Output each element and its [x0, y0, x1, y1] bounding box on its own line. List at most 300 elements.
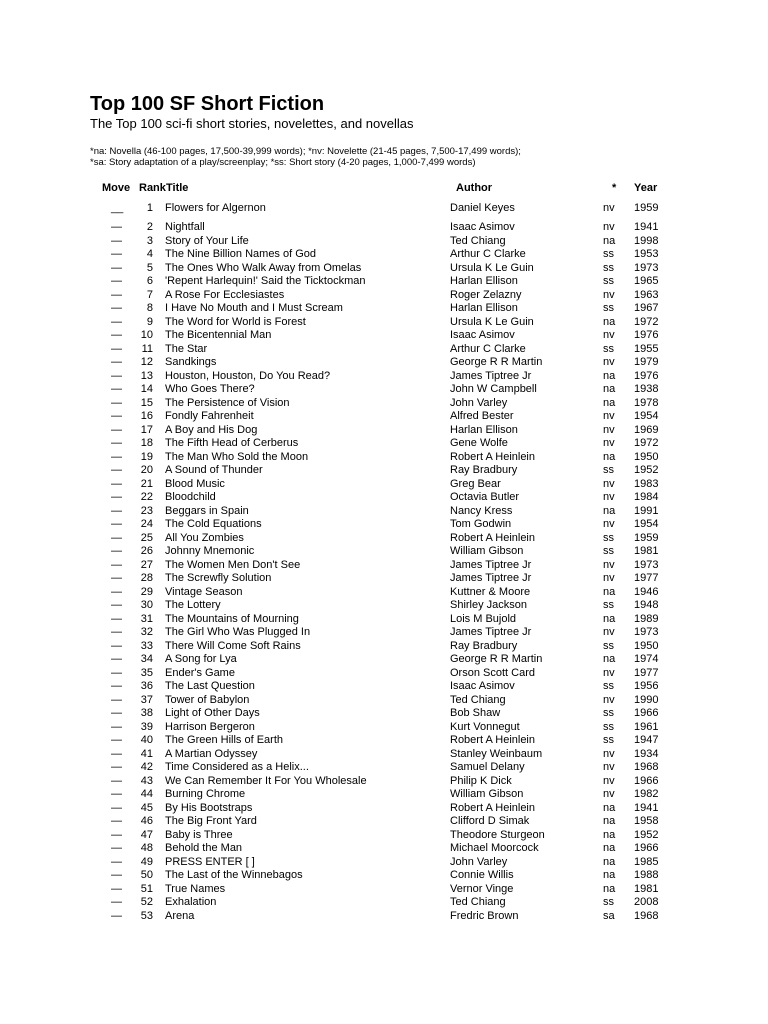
rank-cell: 32	[140, 626, 153, 638]
title-cell: Light of Other Days	[165, 707, 260, 719]
author-cell: Alfred Bester	[450, 410, 514, 422]
year-cell: 1973	[634, 558, 659, 571]
author-cell: Bob Shaw	[450, 707, 501, 719]
year-cell: 1952	[634, 464, 659, 476]
move-cell: —	[111, 450, 122, 463]
move-cell: —	[111, 680, 122, 692]
table-row	[0, 221, 768, 235]
author-cell: John Varley	[450, 855, 508, 868]
author-cell: Harlan Ellison	[450, 275, 518, 287]
rank-cell: 44	[140, 788, 153, 800]
year-cell: 1959	[634, 531, 659, 544]
author-cell: Daniel Keyes	[450, 202, 515, 214]
move-cell: —	[111, 261, 122, 274]
title-cell: By His Bootstraps	[165, 801, 253, 814]
type-cell: na	[603, 855, 616, 868]
author-cell: Isaac Asimov	[450, 680, 515, 692]
author-cell: Ray Bradbury	[450, 464, 518, 476]
table-row	[0, 883, 768, 897]
year-cell: 1968	[634, 761, 659, 773]
author-cell: Harlan Ellison	[450, 423, 518, 436]
author-cell: Vernor Vinge	[450, 882, 514, 895]
table-row	[0, 748, 768, 762]
title-cell: The Nine Billion Names of God	[165, 248, 317, 260]
type-cell: nv	[603, 747, 615, 760]
year-cell: 1983	[634, 477, 659, 490]
author-cell: William Gibson	[450, 788, 524, 800]
type-cell: ss	[603, 464, 614, 476]
rank-cell: 48	[140, 842, 153, 854]
title-cell: Behold the Man	[165, 842, 243, 854]
author-cell: Arthur C Clarke	[450, 342, 526, 355]
move-cell: —	[111, 329, 122, 341]
year-cell: 1968	[634, 909, 659, 922]
title-cell: Vintage Season	[165, 585, 243, 598]
rank-cell: 30	[140, 599, 153, 611]
rank-cell: 16	[140, 410, 153, 422]
year-cell: 1947	[634, 734, 659, 746]
table-row	[0, 370, 768, 384]
move-cell: —	[111, 747, 122, 760]
move-cell: —	[111, 302, 122, 314]
type-cell: na	[603, 450, 616, 463]
author-cell: Robert A Heinlein	[450, 734, 535, 746]
title-cell: A Song for Lya	[165, 653, 237, 665]
year-cell: 1966	[634, 842, 659, 854]
year-cell: 1941	[634, 221, 659, 233]
title-cell: The Star	[165, 342, 208, 355]
year-cell: 1973	[634, 626, 659, 638]
author-cell: Robert A Heinlein	[450, 801, 535, 814]
table-row	[0, 424, 768, 438]
type-cell: na	[603, 882, 616, 895]
year-cell: 1978	[634, 396, 659, 409]
type-cell: ss	[603, 896, 614, 908]
title-cell: A Rose For Ecclesiastes	[165, 288, 285, 301]
table-row	[0, 707, 768, 721]
year-cell: 1977	[634, 666, 659, 679]
rank-cell: 9	[146, 315, 153, 328]
move-cell: —	[111, 612, 122, 625]
table-row	[0, 721, 768, 735]
title-cell: Arena	[165, 909, 195, 922]
table-row	[0, 896, 768, 910]
title-cell: The Screwfly Solution	[165, 572, 272, 584]
table-row	[0, 856, 768, 870]
author-cell: Greg Bear	[450, 477, 501, 490]
year-cell: 1934	[634, 747, 659, 760]
rank-cell: 18	[140, 437, 153, 449]
author-cell: Tom Godwin	[450, 518, 512, 530]
year-cell: 1973	[634, 261, 659, 274]
table-row	[0, 410, 768, 424]
author-cell: Isaac Asimov	[450, 221, 515, 233]
table-row	[0, 613, 768, 627]
move-cell: —	[111, 693, 122, 706]
rank-cell: 42	[140, 761, 153, 773]
table-row	[0, 559, 768, 573]
type-cell: na	[603, 842, 616, 854]
author-cell: Harlan Ellison	[450, 302, 518, 314]
author-cell: James Tiptree Jr	[450, 369, 532, 382]
type-cell: na	[603, 585, 616, 598]
title-cell: There Will Come Soft Rains	[165, 639, 301, 652]
rank-cell: 20	[140, 464, 153, 476]
rank-cell: 34	[140, 653, 153, 665]
table-row	[0, 383, 768, 397]
year-cell: 1972	[634, 315, 659, 328]
year-cell: 2008	[634, 896, 659, 908]
rank-cell: 4	[146, 248, 153, 260]
page-subtitle: The Top 100 sci-fi short stories, novelettes, and novellas	[90, 116, 414, 131]
table-row	[0, 910, 768, 924]
year-cell: 1963	[634, 288, 659, 301]
type-cell: nv	[603, 202, 615, 214]
author-cell: Kuttner & Moore	[450, 585, 531, 598]
type-cell: nv	[603, 288, 615, 301]
move-cell: —	[111, 626, 122, 638]
column-header-author: Author	[456, 182, 493, 194]
rank-cell: 31	[140, 612, 153, 625]
year-cell: 1956	[634, 680, 659, 692]
author-cell: Ted Chiang	[450, 896, 506, 908]
table-row	[0, 788, 768, 802]
title-cell: Burning Chrome	[165, 788, 246, 800]
year-cell: 1969	[634, 423, 659, 436]
table-row	[0, 356, 768, 370]
rank-cell: 15	[140, 396, 153, 409]
year-cell: 1985	[634, 855, 659, 868]
table-row	[0, 518, 768, 532]
author-cell: Ursula K Le Guin	[450, 315, 534, 328]
table-row	[0, 653, 768, 667]
author-cell: Lois M Bujold	[450, 612, 517, 625]
title-cell: Exhalation	[165, 896, 217, 908]
author-cell: John W Campbell	[450, 383, 537, 395]
author-cell: James Tiptree Jr	[450, 626, 532, 638]
title-cell: The Ones Who Walk Away from Omelas	[165, 261, 362, 274]
type-cell: sa	[603, 909, 615, 922]
table-row	[0, 626, 768, 640]
move-cell: —	[111, 234, 122, 247]
move-cell: —	[111, 275, 122, 287]
rank-cell: 21	[140, 477, 153, 490]
year-cell: 1982	[634, 788, 659, 800]
table-row	[0, 842, 768, 856]
rank-cell: 14	[140, 383, 153, 395]
type-cell: nv	[603, 693, 615, 706]
move-cell: —	[111, 639, 122, 652]
table-row	[0, 289, 768, 303]
legend-note-1: *na: Novella (46-100 pages, 17,500-39,999 words); *nv: Novelette (21-45 pages, 7,500-17,499 words);	[90, 146, 521, 157]
rank-cell: 47	[140, 828, 153, 841]
move-cell: —	[111, 842, 122, 854]
author-cell: Stanley Weinbaum	[450, 747, 543, 760]
title-cell: A Sound of Thunder	[165, 464, 263, 476]
move-cell: —	[111, 437, 122, 449]
title-cell: The Last of the Winnebagos	[165, 869, 303, 881]
title-cell: The Man Who Sold the Moon	[165, 450, 309, 463]
title-cell: A Boy and His Dog	[165, 423, 258, 436]
move-cell: —	[111, 869, 122, 881]
rank-cell: 46	[140, 815, 153, 827]
title-cell: Who Goes There?	[165, 383, 255, 395]
title-cell: Flowers for Algernon	[165, 202, 266, 214]
author-cell: Fredric Brown	[450, 909, 519, 922]
fiction-table-body	[0, 202, 768, 923]
move-cell: —	[111, 383, 122, 395]
column-header-rank: Rank	[139, 182, 166, 194]
rank-cell: 8	[146, 302, 153, 314]
move-cell: —	[111, 288, 122, 301]
author-cell: James Tiptree Jr	[450, 572, 532, 584]
column-header-move: Move	[102, 182, 131, 194]
type-cell: na	[603, 612, 616, 625]
author-cell: Kurt Vonnegut	[450, 720, 520, 733]
move-cell: —	[111, 491, 122, 503]
rank-cell: 28	[140, 572, 153, 584]
type-cell: nv	[603, 788, 615, 800]
author-cell: Michael Moorcock	[450, 842, 539, 854]
move-cell: —	[111, 801, 122, 814]
rank-cell: 13	[140, 369, 153, 382]
type-cell: na	[603, 504, 616, 517]
type-cell: ss	[603, 261, 614, 274]
rank-cell: 26	[140, 545, 153, 557]
author-cell: George R R Martin	[450, 356, 543, 368]
move-cell: —	[111, 221, 122, 233]
move-cell: —	[111, 248, 122, 260]
type-cell: nv	[603, 329, 615, 341]
rank-cell: 33	[140, 639, 153, 652]
year-cell: 1953	[634, 248, 659, 260]
title-cell: Time Considered as a Helix...	[165, 761, 309, 773]
type-cell: nv	[603, 666, 615, 679]
year-cell: 1981	[634, 882, 659, 895]
table-row	[0, 829, 768, 843]
title-cell: Bloodchild	[165, 491, 216, 503]
rank-cell: 37	[140, 693, 153, 706]
type-cell: ss	[603, 734, 614, 746]
author-cell: Connie Willis	[450, 869, 514, 881]
table-row	[0, 262, 768, 276]
move-cell: —	[111, 396, 122, 409]
move-cell: —	[111, 815, 122, 827]
move-cell: —	[111, 572, 122, 584]
table-row	[0, 532, 768, 546]
year-cell: 1946	[634, 585, 659, 598]
type-cell: na	[603, 369, 616, 382]
type-cell: nv	[603, 761, 615, 773]
title-cell: Houston, Houston, Do You Read?	[165, 369, 331, 382]
move-cell: —	[111, 410, 122, 422]
table-row	[0, 586, 768, 600]
type-cell: ss	[603, 599, 614, 611]
rank-cell: 52	[140, 896, 153, 908]
rank-cell: 5	[146, 261, 153, 274]
type-cell: ss	[603, 720, 614, 733]
title-cell: Nightfall	[165, 221, 205, 233]
year-cell: 1967	[634, 302, 659, 314]
table-row	[0, 599, 768, 613]
table-row	[0, 235, 768, 249]
table-row	[0, 694, 768, 708]
rank-cell: 19	[140, 450, 153, 463]
rank-cell: 3	[146, 234, 153, 247]
author-cell: Ursula K Le Guin	[450, 261, 534, 274]
author-cell: Philip K Dick	[450, 774, 512, 787]
author-cell: James Tiptree Jr	[450, 558, 532, 571]
type-cell: na	[603, 396, 616, 409]
year-cell: 1965	[634, 275, 659, 287]
author-cell: Theodore Sturgeon	[450, 828, 545, 841]
table-row	[0, 761, 768, 775]
type-cell: ss	[603, 531, 614, 544]
author-cell: Robert A Heinlein	[450, 531, 535, 544]
rank-cell: 29	[140, 585, 153, 598]
rank-cell: 41	[140, 747, 153, 760]
author-cell: Samuel Delany	[450, 761, 525, 773]
move-cell: __	[111, 202, 124, 214]
table-row	[0, 478, 768, 492]
year-cell: 1950	[634, 639, 659, 652]
author-cell: Arthur C Clarke	[450, 248, 526, 260]
rank-cell: 2	[146, 221, 153, 233]
rank-cell: 50	[140, 869, 153, 881]
type-cell: ss	[603, 639, 614, 652]
year-cell: 1991	[634, 504, 659, 517]
title-cell: The Lottery	[165, 599, 221, 611]
rank-cell: 23	[140, 504, 153, 517]
move-cell: —	[111, 896, 122, 908]
move-cell: —	[111, 882, 122, 895]
rank-cell: 10	[140, 329, 153, 341]
table-row	[0, 680, 768, 694]
title-cell: Story of Your Life	[165, 234, 249, 247]
author-cell: George R R Martin	[450, 653, 543, 665]
year-cell: 1976	[634, 369, 659, 382]
move-cell: —	[111, 909, 122, 922]
move-cell: —	[111, 342, 122, 355]
rank-cell: 49	[140, 855, 153, 868]
title-cell: The Persistence of Vision	[165, 396, 290, 409]
type-cell: ss	[603, 302, 614, 314]
rank-cell: 7	[146, 288, 153, 301]
author-cell: Ray Bradbury	[450, 639, 518, 652]
author-cell: William Gibson	[450, 545, 524, 557]
column-header-type: *	[612, 182, 617, 194]
title-cell: Sandkings	[165, 356, 217, 368]
table-row	[0, 275, 768, 289]
year-cell: 1961	[634, 720, 659, 733]
table-row	[0, 316, 768, 330]
title-cell: Baby is Three	[165, 828, 233, 841]
move-cell: —	[111, 504, 122, 517]
title-cell: Beggars in Spain	[165, 504, 249, 517]
type-cell: nv	[603, 410, 615, 422]
title-cell: 'Repent Harlequin!' Said the Ticktockman	[165, 275, 366, 287]
type-cell: ss	[603, 707, 614, 719]
table-row	[0, 545, 768, 559]
title-cell: The Bicentennial Man	[165, 329, 272, 341]
table-row	[0, 667, 768, 681]
type-cell: nv	[603, 558, 615, 571]
type-cell: na	[603, 828, 616, 841]
column-header-title: Title	[166, 182, 189, 194]
rank-cell: 22	[140, 491, 153, 503]
title-cell: Fondly Fahrenheit	[165, 410, 254, 422]
title-cell: The Big Front Yard	[165, 815, 257, 827]
type-cell: nv	[603, 477, 615, 490]
rank-cell: 36	[140, 680, 153, 692]
year-cell: 1948	[634, 599, 659, 611]
table-row	[0, 202, 768, 221]
year-cell: 1966	[634, 707, 659, 719]
author-cell: Nancy Kress	[450, 504, 513, 517]
year-cell: 1974	[634, 653, 659, 665]
author-cell: Gene Wolfe	[450, 437, 508, 449]
year-cell: 1998	[634, 234, 659, 247]
type-cell: nv	[603, 626, 615, 638]
author-cell: Ted Chiang	[450, 234, 506, 247]
table-row	[0, 491, 768, 505]
year-cell: 1966	[634, 774, 659, 787]
type-cell: nv	[603, 572, 615, 584]
type-cell: na	[603, 315, 616, 328]
page-title: Top 100 SF Short Fiction	[90, 93, 325, 115]
type-cell: ss	[603, 275, 614, 287]
title-cell: All You Zombies	[165, 531, 244, 544]
move-cell: —	[111, 558, 122, 571]
author-cell: Isaac Asimov	[450, 329, 515, 341]
move-cell: —	[111, 720, 122, 733]
move-cell: —	[111, 707, 122, 719]
table-row	[0, 572, 768, 586]
rank-cell: 25	[140, 531, 153, 544]
move-cell: —	[111, 477, 122, 490]
year-cell: 1989	[634, 612, 659, 625]
title-cell: The Mountains of Mourning	[165, 612, 299, 625]
move-cell: —	[111, 356, 122, 368]
year-cell: 1979	[634, 356, 659, 368]
title-cell: PRESS ENTER [ ]	[165, 855, 255, 868]
table-row	[0, 248, 768, 262]
title-cell: The Women Men Don't See	[165, 558, 301, 571]
author-cell: Shirley Jackson	[450, 599, 528, 611]
table-row	[0, 437, 768, 451]
title-cell: The Word for World is Forest	[165, 315, 306, 328]
rank-cell: 24	[140, 518, 153, 530]
rank-cell: 12	[140, 356, 153, 368]
table-row	[0, 302, 768, 316]
move-cell: —	[111, 315, 122, 328]
year-cell: 1938	[634, 383, 659, 395]
rank-cell: 43	[140, 774, 153, 787]
move-cell: —	[111, 518, 122, 530]
move-cell: —	[111, 585, 122, 598]
table-row	[0, 505, 768, 519]
year-cell: 1988	[634, 869, 659, 881]
table-row	[0, 397, 768, 411]
type-cell: nv	[603, 423, 615, 436]
year-cell: 1959	[634, 202, 659, 214]
rank-cell: 40	[140, 734, 153, 746]
table-row	[0, 734, 768, 748]
title-cell: Tower of Babylon	[165, 693, 250, 706]
type-cell: na	[603, 869, 616, 881]
title-cell: We Can Remember It For You Wholesale	[165, 774, 367, 787]
type-cell: na	[603, 801, 616, 814]
